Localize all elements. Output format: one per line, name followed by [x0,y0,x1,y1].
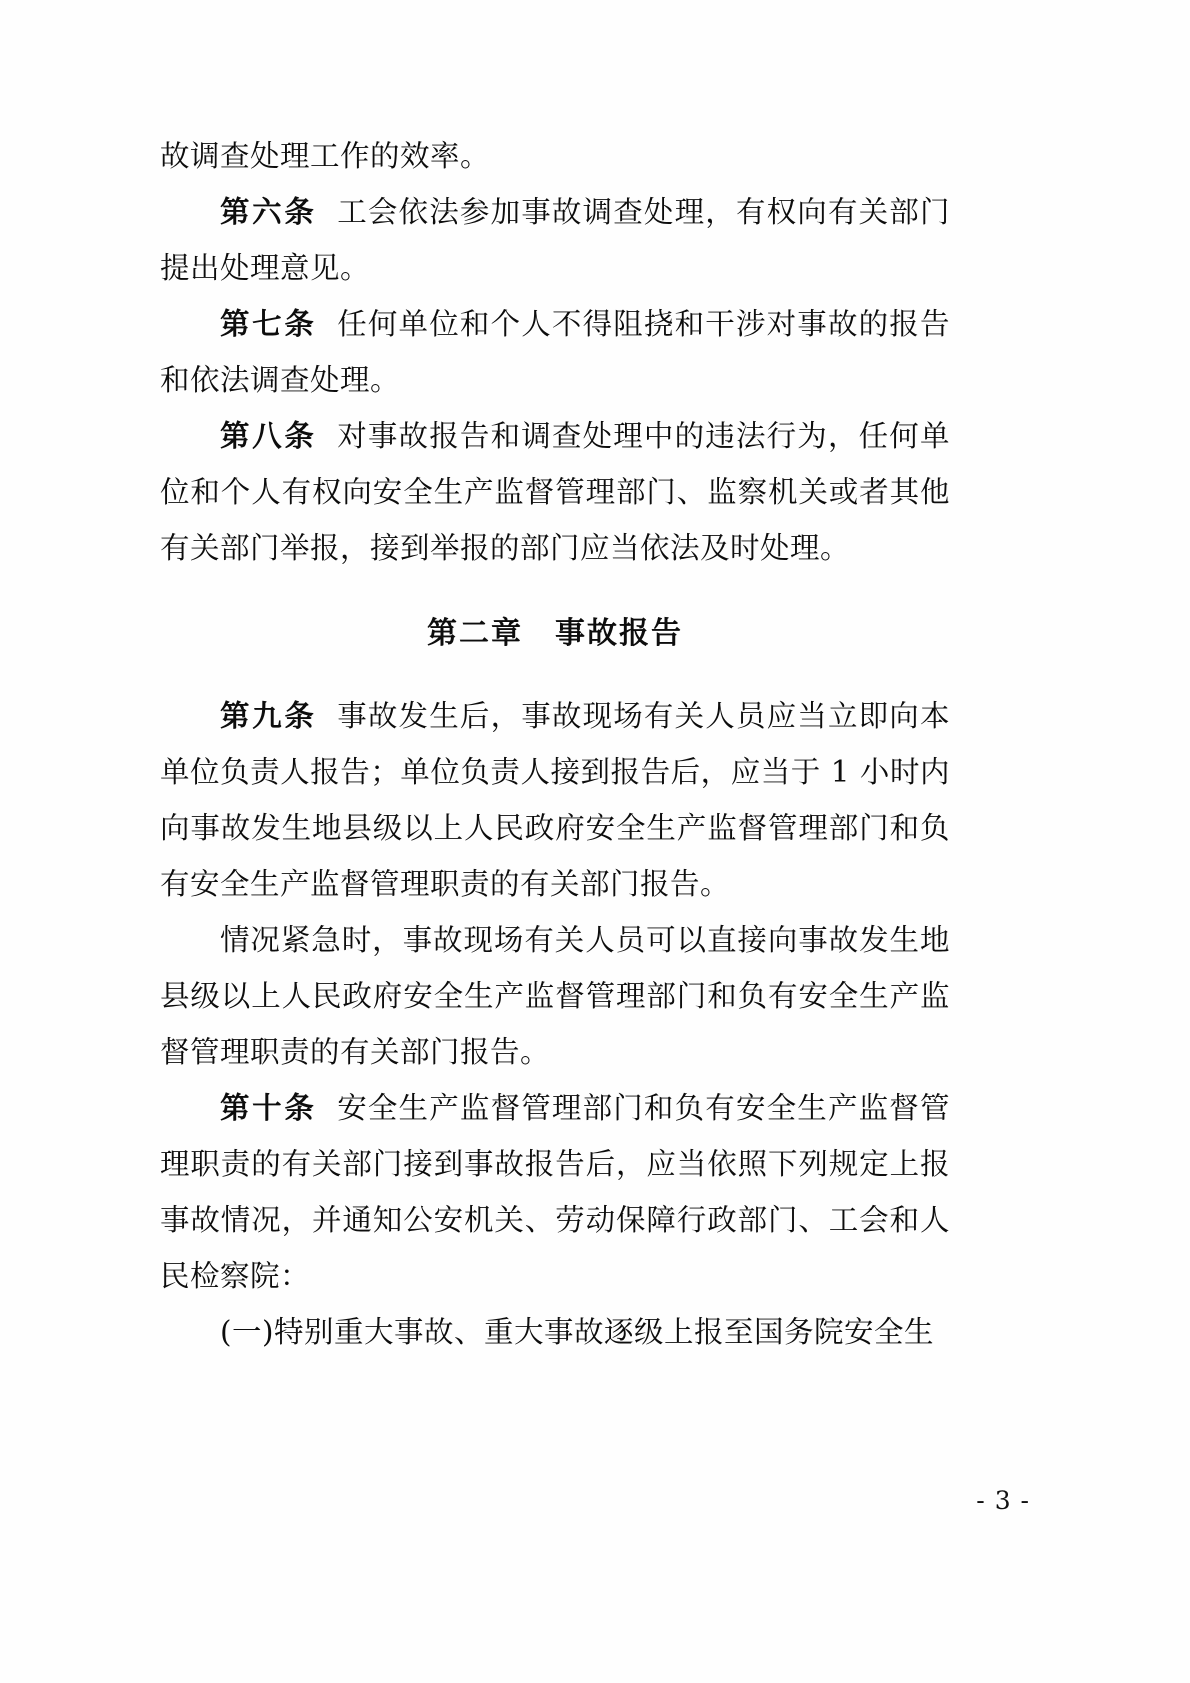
page-number: - 3 - [976,1486,1030,1515]
article-label: 第八条 [220,418,317,453]
article-ten [160,1080,950,1304]
document-body [160,128,950,1360]
paragraph-text: 事故发生后，事故现场有关人员应当立即向本单位负责人报告；单位负责人接到报告后，应当于 1 小时内向事故发生地县级以上人民政府安全生产监督管理部门和负有安全生产监督管理职责的有关部门报告。 [160,699,950,901]
paragraph-text: 安全生产监督管理部门和负有安全生产监督管理职责的有关部门接到事故报告后，应当依照下列规定上报事故情况，并通知公安机关、劳动保障行政部门、工会和人民检察院： [160,1091,950,1293]
article-seven [160,296,950,408]
paragraph-text: (一)特别重大事故、重大事故逐级上报至国务院安全生 [220,1315,935,1349]
paragraph-text: 故调查处理工作的效率。 [160,139,491,173]
article-ten-item-one [160,1304,950,1360]
paragraph-text: 对事故报告和调查处理中的违法行为，任何单位和个人有权向安全生产监督管理部门、监察机关或者其他有关部门举报，接到举报的部门应当依法及时处理。 [160,419,950,565]
article-nine [160,688,950,912]
article-eight [160,408,950,576]
article-six [160,184,950,296]
article-label: 第十条 [220,1090,317,1125]
article-label: 第七条 [220,306,317,341]
paragraph-text: 情况紧急时，事故现场有关人员可以直接向事故发生地县级以上人民政府安全生产监督管理部门和负有安全生产监督管理职责的有关部门报告。 [160,923,950,1069]
article-label: 第九条 [220,698,317,733]
article-label: 第六条 [220,194,317,229]
paragraph-text: 工会依法参加事故调查处理，有权向有关部门提出处理意见。 [160,195,950,285]
article-nine-second-paragraph [160,912,950,1080]
paragraph-text: 任何单位和个人不得阻挠和干涉对事故的报告和依法调查处理。 [160,307,950,397]
paragraph-continuation [160,128,950,184]
chapter-heading: 第二章 事故报告 [427,616,683,651]
